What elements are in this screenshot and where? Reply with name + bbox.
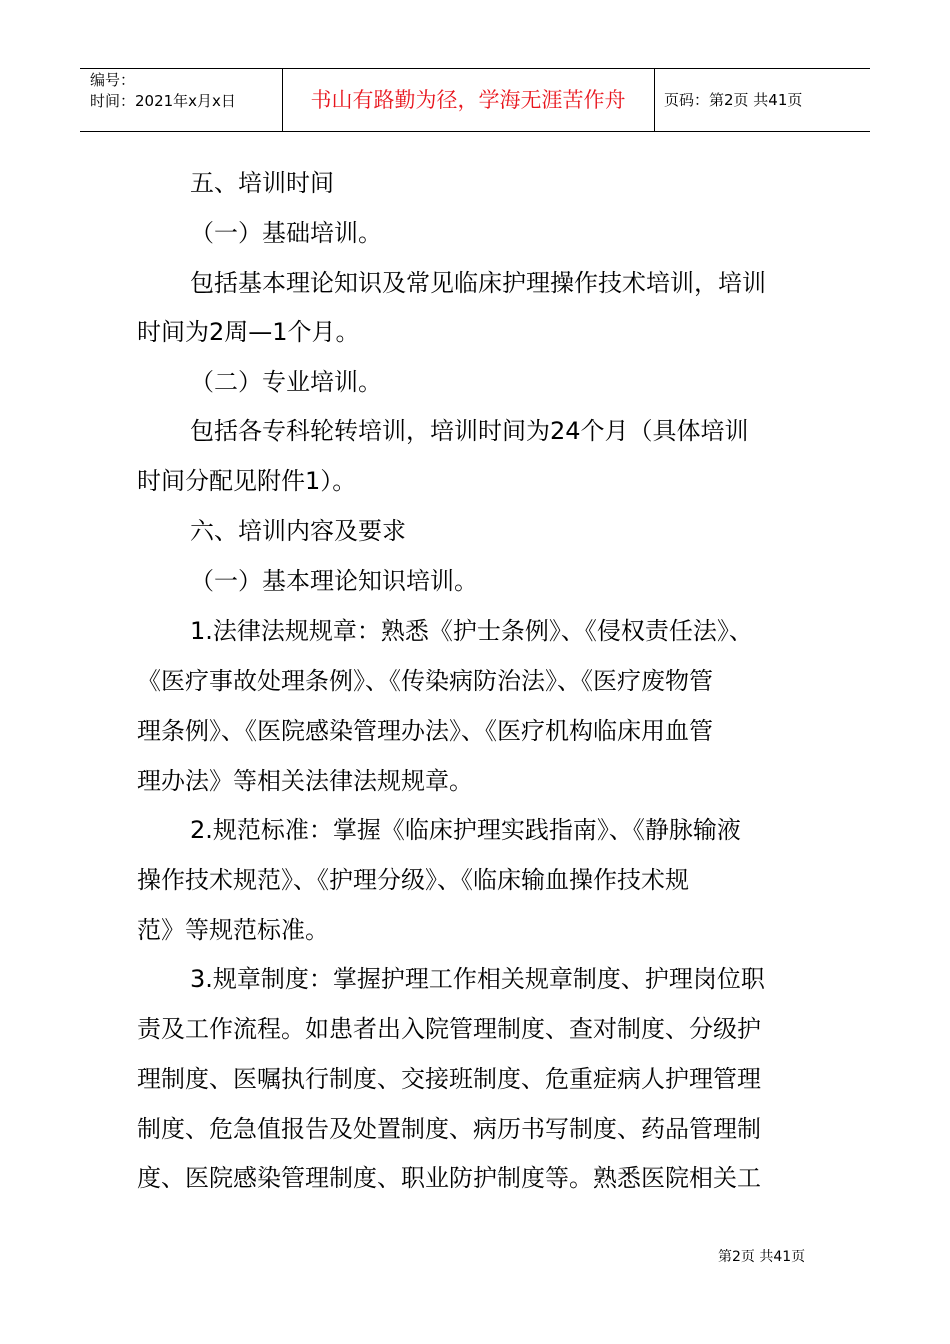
paragraph-line: 理制度、医嘱执行制度、交接班制度、危重症病人护理管理 [137, 1065, 761, 1093]
header-divider [654, 69, 655, 131]
section-heading: 六、培训内容及要求 [190, 517, 406, 545]
header-page-number: 页码：第2页 共41页 [664, 91, 803, 109]
paragraph-line: 1.法律法规规章：熟悉《护士条例》、《侵权责任法》、 [190, 617, 753, 645]
paragraph-line: 范》等规范标准。 [137, 916, 329, 944]
paragraph-line: 时间分配见附件1）。 [137, 467, 357, 495]
page-footer: 第2页 共41页 [718, 1249, 806, 1265]
paragraph-line: 度、医院感染管理制度、职业防护制度等。熟悉医院相关工 [137, 1164, 761, 1192]
page-header [80, 68, 870, 132]
paragraph-line: 3.规章制度：掌握护理工作相关规章制度、护理岗位职 [190, 965, 765, 993]
section-heading: 五、培训时间 [190, 169, 334, 197]
date-label: 时间：2021年x月x日 [90, 92, 236, 110]
paragraph-line: 时间为2周—1个月。 [137, 318, 360, 346]
paragraph-line: 责及工作流程。如患者出入院管理制度、查对制度、分级护 [137, 1015, 761, 1043]
serial-number-label: 编号： [90, 71, 136, 89]
header-meta [90, 69, 282, 131]
subsection-heading: （一）基本理论知识培训。 [190, 567, 478, 595]
paragraph-line: 2.规范标准：掌握《临床护理实践指南》、《静脉输液 [190, 816, 741, 844]
paragraph-line: 包括各专科轮转培训，培训时间为24个月（具体培训 [190, 417, 749, 445]
subsection-heading: （一）基础培训。 [190, 219, 382, 247]
paragraph-line: 包括基本理论知识及常见临床护理操作技术培训，培训 [190, 269, 766, 297]
paragraph-line: 操作技术规范》、《护理分级》、《临床输血操作技术规 [137, 866, 689, 894]
subsection-heading: （二）专业培训。 [190, 368, 382, 396]
paragraph-line: 《医疗事故处理条例》、《传染病防治法》、《医疗废物管 [137, 667, 713, 695]
paragraph-line: 制度、危急值报告及处置制度、病历书写制度、药品管理制 [137, 1115, 761, 1143]
paragraph-line: 理条例》、《医院感染管理办法》、《医疗机构临床用血管 [137, 717, 713, 745]
header-motto: 书山有路勤为径，学海无涯苦作舟 [310, 88, 626, 112]
paragraph-line: 理办法》等相关法律法规规章。 [137, 767, 473, 795]
